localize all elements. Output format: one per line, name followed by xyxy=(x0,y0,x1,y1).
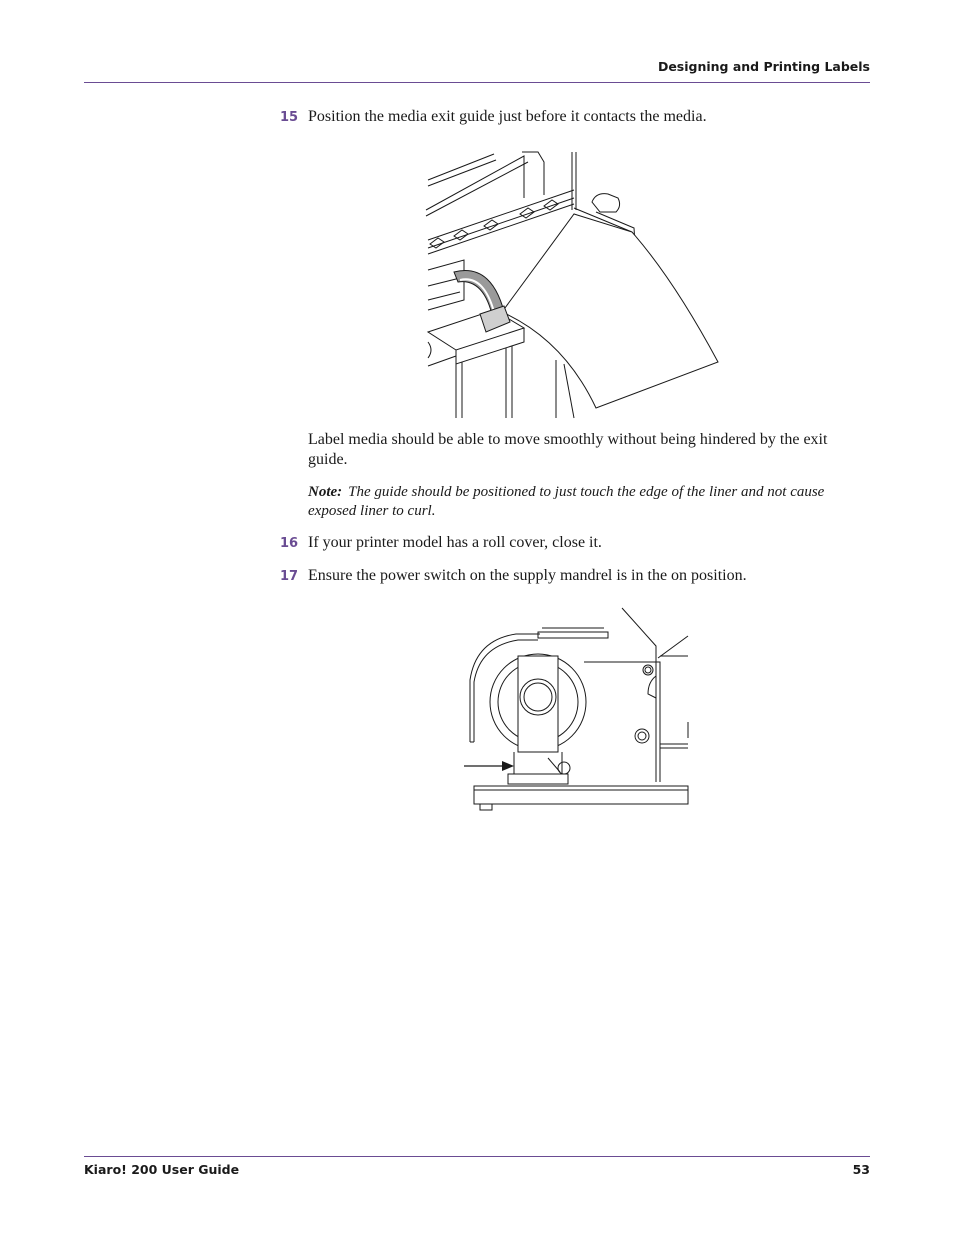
step-text: If your printer model has a roll cover, close it. xyxy=(308,534,602,551)
step-16 xyxy=(280,533,870,553)
step-15 xyxy=(280,107,870,127)
power-switch-arrow xyxy=(464,761,514,771)
step-number: 15 xyxy=(280,110,299,125)
step-number: 17 xyxy=(280,569,299,584)
exit-guide-figure xyxy=(424,150,720,420)
running-header: Designing and Printing Labels xyxy=(657,59,870,74)
footer-rule xyxy=(84,1156,870,1157)
page-number: 53 xyxy=(852,1162,870,1177)
header-rule xyxy=(84,82,870,83)
supply-mandrel-figure xyxy=(462,606,690,812)
note-text: The guide should be positioned to just touch the edge of the liner and not cause exposed liner to curl. xyxy=(308,484,825,519)
step-text: Ensure the power switch on the supply mandrel is in the on position. xyxy=(308,567,747,584)
body-paragraph: Label media should be able to move smoothly without being hindered by the exit guide. xyxy=(308,431,828,468)
note-label: Note: xyxy=(308,484,343,500)
note xyxy=(308,483,870,521)
step-17 xyxy=(280,566,870,586)
step-number: 16 xyxy=(280,536,299,551)
footer-guide-title: Kiaro! 200 User Guide xyxy=(84,1162,240,1177)
step-text: Position the media exit guide just before it contacts the media. xyxy=(308,108,707,125)
